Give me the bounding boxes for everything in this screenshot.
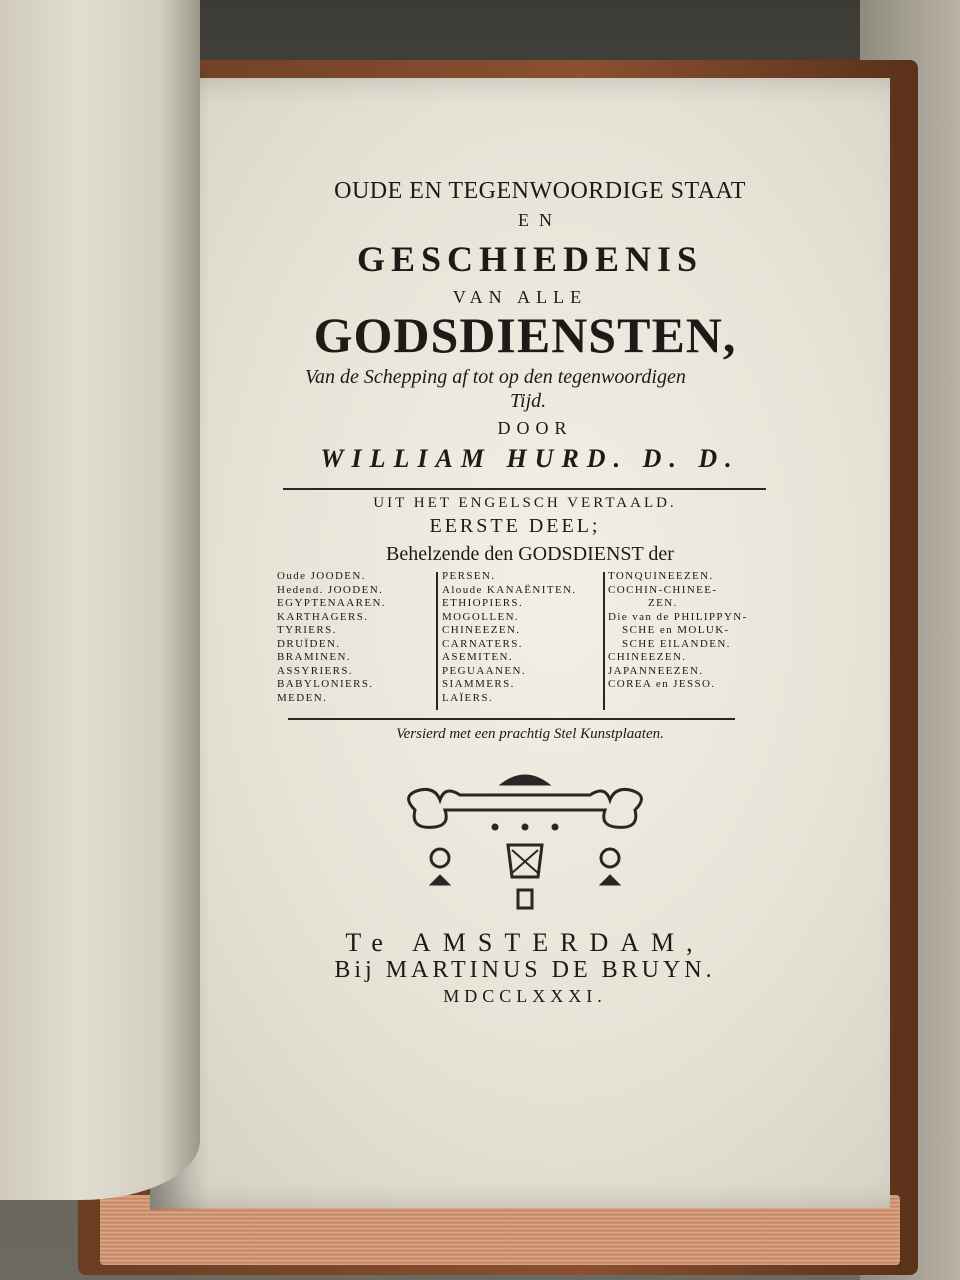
list-item: DRUÏDEN.: [277, 637, 341, 650]
volume-label: EERSTE DEEL;: [429, 515, 601, 537]
author-name: WILLIAM HURD. D. D.: [320, 444, 740, 473]
imprint-year: MDCCLXXXI.: [443, 986, 607, 1006]
contents-intro: Behelzende den GODSDIENST der: [386, 543, 674, 565]
list-item: TONQUINEEZEN.: [608, 570, 714, 582]
list-item: MEDEN.: [277, 691, 328, 704]
title-line-4: VAN ALLE: [452, 287, 588, 307]
imprint-publisher: Bij MARTINUS DE BRUYN.: [334, 957, 716, 983]
list-item: LAÏERS.: [442, 691, 494, 704]
subtitle-line-1: Van de Schepping af tot op den tegenwoordigen: [305, 366, 686, 388]
list-item: EGYPTENAAREN.: [277, 597, 386, 609]
title-line-1: OUDE EN TEGENWOORDIGE STAAT: [334, 178, 746, 204]
title-line-3: GESCHIEDENIS: [356, 239, 704, 279]
ornament-crown: [500, 775, 550, 785]
list-item: COREA en JESSO.: [608, 678, 716, 690]
list-item: TYRIERS.: [277, 624, 337, 636]
column-divider: [436, 572, 438, 710]
religions-column-3: [608, 570, 773, 692]
list-item: BRAMINEN.: [277, 651, 352, 663]
list-item: ETHIOPIERS.: [442, 597, 524, 609]
column-divider: [603, 572, 605, 710]
list-item: CARNATERS.: [442, 637, 523, 650]
imprint-city: Te AMSTERDAM,: [345, 928, 705, 957]
by-line: DOOR: [497, 418, 573, 438]
list-item: Die van de PHILIPPYN-: [608, 610, 748, 623]
list-item: COCHIN-CHINEE-: [608, 583, 718, 596]
subtitle-line-2: Tijd.: [510, 390, 547, 412]
list-item: Aloude KANAËNITEN.: [442, 583, 577, 596]
list-item: SIAMMERS.: [442, 678, 515, 690]
list-item: Oude JOODEN.: [277, 570, 366, 582]
list-item: KARTHAGERS.: [277, 610, 369, 623]
main-title: GODSDIENSTEN,: [313, 307, 737, 363]
religions-column-2: [442, 570, 604, 705]
list-item: Hedend. JOODEN.: [277, 583, 384, 596]
list-item: PERSEN.: [442, 570, 496, 582]
list-item: BABYLONIERS.: [277, 678, 374, 690]
list-item: PEGUAANEN.: [442, 664, 526, 677]
translation-note: UIT HET ENGELSCH VERTAALD.: [373, 495, 677, 511]
top-rule: [283, 488, 766, 490]
list-item: JAPANNEEZEN.: [608, 664, 704, 677]
ornament-scroll: [409, 789, 642, 827]
printer-ornament: [400, 765, 650, 915]
list-item: MOGOLLEN.: [442, 610, 520, 623]
list-item: ASSYRIERS.: [277, 664, 354, 677]
left-page: [0, 0, 200, 1200]
list-item: ASEMITEN.: [442, 651, 513, 663]
illustrations-note: Versierd met een prachtig Stel Kunstplaaten.: [396, 726, 664, 742]
list-item: SCHE en MOLUK-: [622, 624, 730, 636]
list-item: SCHE EILANDEN.: [622, 637, 731, 650]
religions-column-1: [277, 570, 435, 705]
list-item: CHINEEZEN.: [442, 624, 521, 636]
title-line-2: EN: [518, 210, 562, 230]
list-item: CHINEEZEN.: [608, 651, 687, 663]
bottom-rule: [288, 718, 735, 720]
list-item: ZEN.: [648, 597, 678, 609]
